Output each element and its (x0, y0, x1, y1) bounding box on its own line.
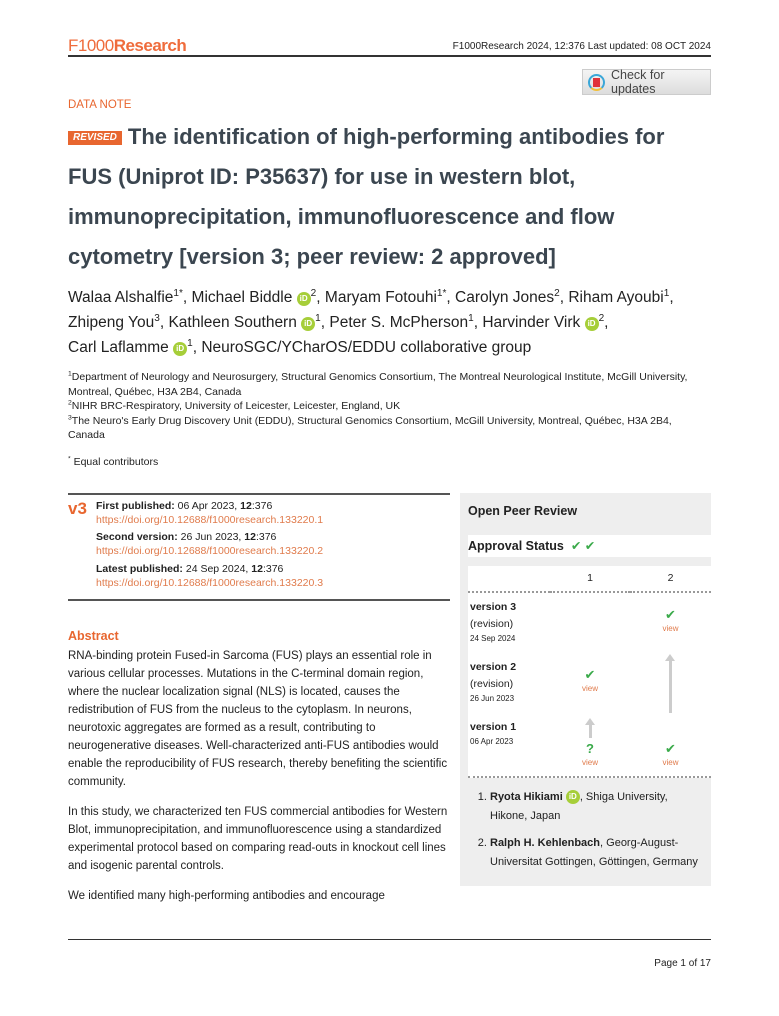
open-peer-review-panel (460, 493, 711, 886)
author[interactable]: Zhipeng You$^3$, (68, 312, 165, 331)
doi-link[interactable]: https://doi.org/10.12688/f1000research.133220.3 (96, 576, 324, 589)
version-item: Second version: 26 Jun 2023, 12:376 https://doi.org/10.12688/f1000research.133220.2 (96, 531, 324, 558)
author[interactable]: Riham Ayoubi$^1$, (568, 287, 674, 306)
reviewer-col-2: 2 (630, 566, 711, 593)
orcid-icon[interactable]: iD (301, 317, 315, 331)
version-note: [version 3; peer review: 2 approved] (179, 244, 556, 269)
author[interactable]: Carolyn Jones$^2$, (455, 287, 565, 306)
review-table: 1 2 version 3 (revision) 24 Sep 2024 ✔ view version 2 (revision) 26 Jun 2023 ✔ view version 1 06 Apr 2023 ? view ✔ view (468, 566, 711, 778)
abstract-heading: Abstract (68, 629, 119, 644)
version-label: version 3 (470, 600, 517, 613)
author-list (68, 285, 711, 360)
citation-line: F1000Research 2024, 12:376 Last updated: 08 OCT 2024 (452, 41, 711, 52)
view-report-link[interactable]: view (662, 624, 679, 633)
approved-check-icon: ✔ (665, 607, 676, 622)
version-label: version 1 (470, 720, 517, 733)
version-badge: v3 (68, 498, 87, 518)
author[interactable]: Walaa Alshalfie$^{1*}$, (68, 287, 188, 306)
affiliation: $^1$Department of Neurology and Neurosurgery, Structural Genomics Consortium, The Montreal Neurological Institute, McGill University, Montreal, Québec, H3A 2B4, Canada (68, 370, 688, 398)
approved-check-icon: ✔ (584, 667, 596, 682)
affiliations (68, 370, 711, 443)
arrow-up-icon (589, 724, 592, 738)
approved-check-icon: ✔ (665, 740, 676, 756)
article-front-matter (68, 0, 711, 917)
author[interactable]: NeuroSGC/YCharOS/EDDU collaborative group (201, 339, 532, 356)
version-history (68, 493, 450, 602)
peer-review-heading: Open Peer Review (468, 503, 578, 518)
orcid-icon: iD (566, 790, 580, 804)
title-text: The identification of high-performing antibodies for FUS (Uniprot ID: P35637) for use in western blot, immunoprecipitation, immunofluorescence and flow cytometry (68, 124, 665, 269)
reviewer-list (480, 788, 711, 872)
f1000-logo: F1000Research (68, 36, 187, 55)
author[interactable]: Maryam Fotouhi$^{1*}$, (324, 287, 451, 306)
doi-link[interactable]: https://doi.org/10.12688/f1000research.133220.2 (96, 545, 324, 558)
check-updates-label: Check for updates (611, 68, 665, 96)
article-type: DATA NOTE (68, 99, 132, 111)
author[interactable]: Carl Laflamme iD $^1$, (68, 337, 198, 356)
author[interactable]: Michael Biddle iD $^2$, (191, 287, 321, 306)
view-report-link[interactable]: view (581, 757, 598, 767)
footer-divider (68, 939, 711, 940)
affiliation: $^2$NIHR BRC-Respiratory, University of Leicester, Leicester, England, UK (68, 399, 401, 412)
view-report-link[interactable]: view (662, 757, 679, 767)
approval-status: Approval Status ✔ ✔ (468, 535, 711, 557)
orcid-icon[interactable]: iD (585, 317, 599, 331)
equal-contributors-note: * Equal contributors (68, 455, 159, 468)
author[interactable]: Harvinder Virk iD $^2$, (482, 312, 609, 331)
abstract-body: RNA-binding protein Fused-in Sarcoma (FUS) plays an essential role in various cellular processes. Mutations in the C-terminal domain region, where the nuclear localization signal (NLS) is located, causes the redistribution of FUS from the nucleus to the cytoplasm. In neurons, neurotoxic aggregates are formed as a result, contributing to neurogenerative diseases. Well-characterized anti-FUS antibodies would enable the reproducibility of FUS research, thereby benefiting the scientific community. In this study, we characterized ten FUS commercial antibodies for Western Blot, immunoprecipitation, and immunofluorescence using a standardized experimental protocol based on comparing read-outs in knockout cell lines and isogenic parental controls. We identified many high-performing antibodies and encourage (68, 650, 448, 903)
author[interactable]: Peter S. McPherson$^1$, (329, 312, 479, 331)
reviewer-item: 1. Ryota Hikiami iD , Shiga University, Hikone, Japan (490, 788, 703, 826)
version-item: Latest published: 24 Sep 2024, 12:376 https://doi.org/10.12688/f1000research.133220.3 (96, 562, 324, 589)
reviewer-col-1: 1 (550, 566, 630, 593)
revised-badge: REVISED (68, 131, 122, 145)
article-title (68, 117, 711, 277)
check-icon: ✔ (570, 538, 582, 553)
author[interactable]: Kathleen Southern iD $^1$, (168, 312, 326, 331)
orcid-icon[interactable]: iD (297, 292, 311, 306)
view-report-link[interactable]: view (581, 684, 598, 693)
version-item: First published: 06 Apr 2023, 12:376 https://doi.org/10.12688/f1000research.133220.1 (96, 499, 324, 526)
page-number: Page 1 of 17 (654, 958, 711, 969)
check-icon: ✔ (584, 538, 596, 553)
version-label: version 2 (470, 660, 517, 673)
reviewer-item: 2. Ralph H. Kehlenbach, Georg-August-Universitat Gottingen, Göttingen, Germany (490, 834, 703, 872)
arrow-up-icon (669, 660, 672, 713)
question-icon: ? (586, 740, 594, 756)
doi-link[interactable]: https://doi.org/10.12688/f1000research.133220.1 (96, 513, 324, 526)
orcid-icon[interactable]: iD (173, 342, 187, 356)
affiliation: $^3$The Neuro's Early Drug Discovery Unit (EDDU), Structural Genomics Consortium, McGill University, Montreal, Québec, H3A 2B4, Canada (68, 414, 672, 441)
